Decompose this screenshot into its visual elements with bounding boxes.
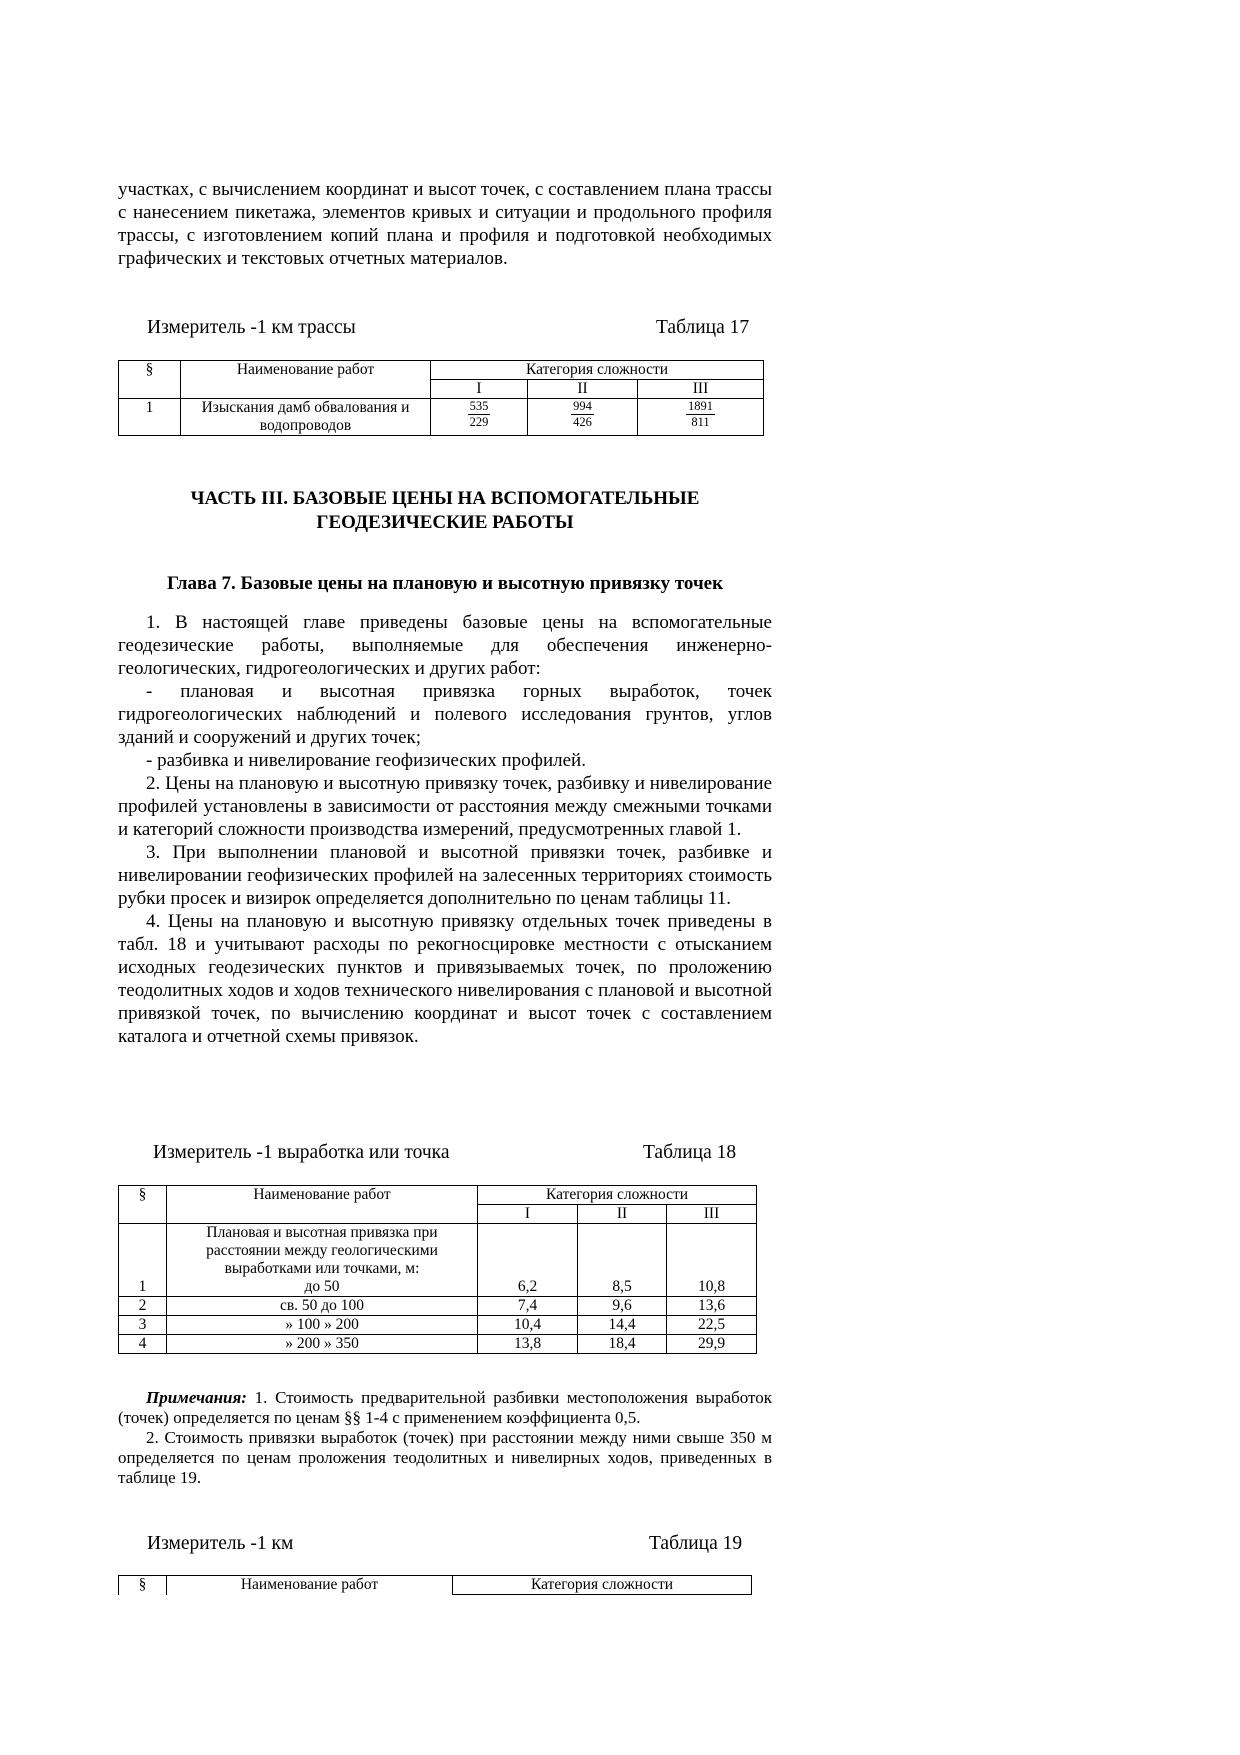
paragraph-2: 2. Цены на плановую и высотную привязку точек, разбивку и нивелирование профилей установлены в зависимости от расстояния между смежными точками и категорий сложности производства измерений, предусмотренных главой 1.: [118, 773, 772, 840]
table18-row3-cat3: 22,5: [667, 1316, 757, 1335]
table18-row3-name: » 100 » 200: [167, 1316, 478, 1335]
part-title: [118, 487, 772, 535]
table18-group-caption: Плановая и высотная привязка при расстоянии между геологическими выработками или точками, м:: [206, 1224, 438, 1277]
table-row: [119, 1335, 757, 1354]
table17-measure: Измеритель -1 км трассы: [147, 317, 356, 338]
fraction-bottom: 229: [469, 415, 489, 429]
table18-row2-cat2: 9,6: [578, 1297, 667, 1316]
table-row: [119, 1297, 757, 1316]
fraction-bottom: 426: [573, 415, 592, 429]
table18-row3-section: 3: [119, 1316, 167, 1335]
paragraph-bullet-2: - разбивка и нивелирование геофизических профилей.: [146, 750, 586, 771]
table17-category-3: III: [638, 380, 764, 399]
table17: [118, 360, 764, 436]
table17-row1-name: Изыскания дамб обвалования и водопроводов: [181, 399, 431, 436]
note-1-text: 1. Стоимость предварительной разбивки местоположения выработок (точек) определяется по ценам §§ 1-4 с применением коэффициента 0,5.: [118, 1388, 772, 1427]
notes: [118, 1388, 772, 1488]
fraction-bottom: 811: [691, 415, 710, 429]
price-fraction: [571, 399, 594, 430]
chapter-body: [118, 611, 772, 1048]
fraction-top: 1891: [688, 399, 714, 413]
table18-row4-section: 4: [119, 1335, 167, 1354]
table18-label: Таблица 18: [643, 1142, 737, 1163]
table17-category-2: II: [528, 380, 638, 399]
table19-header-row: [119, 1576, 752, 1595]
table18-row1-cat3: 10,8: [667, 1224, 757, 1297]
note-2: 2. Стоимость привязки выработок (точек) при расстоянии между ними свыше 350 м определяется по ценам проложения теодолитных и нивелирных ходов, приведенных в таблице 19.: [118, 1428, 772, 1487]
table19-header-name: Наименование работ: [167, 1576, 453, 1595]
table18-header-row: [119, 1186, 757, 1205]
paragraph-4: 4. Цены на плановую и высотную привязку отдельных точек приведены в табл. 18 и учитывают расходы по рекогносцировке местности с отысканием исходных геодезических пунктов и привязываемых точек, по проложению теодолитных ходов и ходов технического нивелирования с плановой и высотной привязкой точек, по вычислению координат и высот точек с составлением каталога и отчетной схемы привязок.: [118, 911, 772, 1047]
table18-header-section: §: [119, 1186, 167, 1224]
price-fraction: [468, 399, 491, 430]
table19-header-category: Категория сложности: [453, 1576, 752, 1595]
note-1: [118, 1388, 772, 1428]
table17-row1-cat1: [431, 399, 528, 436]
table-row: [119, 1316, 757, 1335]
paragraph-1: 1. В настоящей главе приведены базовые цены на вспомогательные геодезические работы, выполняемые для обеспечения инженерно-геологических, гидрогеологических и других работ:: [118, 612, 772, 679]
table19-label: Таблица 19: [649, 1533, 743, 1554]
table18-row3-cat1: 10,4: [478, 1316, 578, 1335]
table17-header-section: §: [119, 361, 181, 399]
table19-header-section: §: [119, 1576, 167, 1595]
table18-row2-cat3: 13,6: [667, 1297, 757, 1316]
table18-category-2: II: [578, 1205, 667, 1224]
notes-label: Примечания:: [146, 1388, 247, 1407]
table18-header-name: Наименование работ: [167, 1186, 478, 1224]
table18-row1-name: [167, 1224, 478, 1297]
table18-row1-name-text: до 50: [304, 1278, 340, 1295]
part-title-line2: ГЕОДЕЗИЧЕСКИЕ РАБОТЫ: [316, 512, 574, 533]
paragraph-3: 3. При выполнении плановой и высотной привязки точек, разбивке и нивелировании геофизических профилей на залесенных территориях стоимость рубки просек и визирок определяется дополнительно по ценам таблицы 11.: [118, 842, 772, 909]
table19: [118, 1575, 752, 1595]
chapter-title: Глава 7. Базовые цены на плановую и высотную привязку точек: [166, 573, 724, 594]
table18-row1-section: 1: [119, 1224, 167, 1297]
table18-measure: Измеритель -1 выработка или точка: [153, 1142, 450, 1163]
table18-row2-cat1: 7,4: [478, 1297, 578, 1316]
table18-row1-cat1: 6,2: [478, 1224, 578, 1297]
table18-row4-cat2: 18,4: [578, 1335, 667, 1354]
fraction-top: 535: [469, 399, 489, 413]
fraction-top: 994: [573, 399, 592, 413]
table17-header-row: [119, 361, 764, 380]
part-title-line1: ЧАСТЬ III. БАЗОВЫЕ ЦЕНЫ НА ВСПОМОГАТЕЛЬНЫЕ: [190, 488, 700, 509]
table18-row1-cat2: 8,5: [578, 1224, 667, 1297]
table18-row2-name: св. 50 до 100: [167, 1297, 478, 1316]
table17-category-1: I: [431, 380, 528, 399]
table19-measure: Измеритель -1 км: [147, 1533, 294, 1554]
table18-header-category: Категория сложности: [478, 1186, 757, 1205]
table-row: [119, 1224, 757, 1297]
price-fraction: [686, 399, 715, 430]
table18-row4-cat1: 13,8: [478, 1335, 578, 1354]
table18-category-3: III: [667, 1205, 757, 1224]
intro-paragraph: [118, 178, 772, 270]
table-row: [119, 399, 764, 436]
table17-row1-cat2: [528, 399, 638, 436]
table17-row1-section: 1: [119, 399, 181, 436]
table18-row3-cat2: 14,4: [578, 1316, 667, 1335]
intro-paragraph-text: участках, с вычислением координат и высот точек, с составлением плана трассы с нанесением пикетажа, элементов кривых и ситуации и продольного профиля трассы, с изготовлением копий плана и профиля и подготовкой необходимых графических и текстовых отчетных материалов.: [118, 179, 772, 269]
table18-row2-section: 2: [119, 1297, 167, 1316]
table18: [118, 1185, 757, 1354]
table17-label: Таблица 17: [656, 317, 750, 338]
table17-header-category: Категория сложности: [431, 361, 764, 380]
table17-row1-cat3: [638, 399, 764, 436]
paragraph-bullet-1: - плановая и высотная привязка горных выработок, точек гидрогеологических наблюдений и полевого исследования грунтов, углов зданий и сооружений и других точек;: [118, 681, 772, 748]
table18-category-1: I: [478, 1205, 578, 1224]
table17-header-name: Наименование работ: [181, 361, 431, 399]
table18-row4-name: » 200 » 350: [167, 1335, 478, 1354]
table18-row4-cat3: 29,9: [667, 1335, 757, 1354]
